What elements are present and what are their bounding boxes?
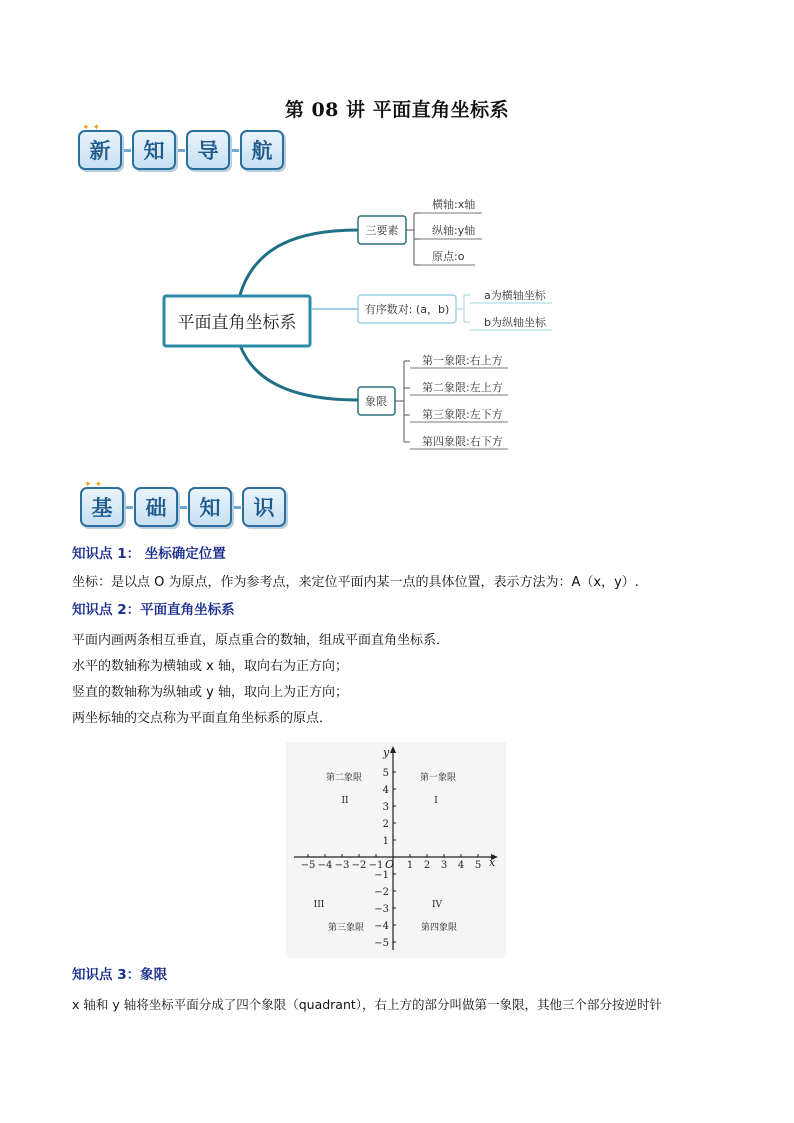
star-icon: ✦ ✦ bbox=[84, 480, 103, 490]
x-tick-label: −5 bbox=[300, 860, 316, 871]
y-tick-label: 4 bbox=[382, 785, 389, 796]
x-tick-label: 1 bbox=[406, 860, 414, 871]
page-title: 第 08 讲 平面直角坐标系 bbox=[284, 99, 510, 121]
leaf-label: 第二象限:左上方 bbox=[422, 381, 503, 394]
leaf-label: a为横轴坐标 bbox=[484, 289, 546, 302]
y-tick-label: 2 bbox=[382, 819, 389, 830]
y-tick-label: 1 bbox=[382, 836, 389, 847]
x-tick-label: −1 bbox=[368, 860, 384, 871]
mind-map bbox=[0, 185, 794, 460]
banner-char-4: 航 bbox=[240, 130, 284, 170]
y-tick-label: −1 bbox=[374, 870, 389, 881]
leaf-label: 第三象限:左下方 bbox=[422, 408, 503, 421]
kp2-line-3: 竖直的数轴称为纵轴或 y 轴，取向上为正方向； bbox=[72, 685, 348, 700]
banner-char-4: 识 bbox=[242, 487, 286, 527]
branch-curve-3 bbox=[240, 345, 358, 400]
coordinate-plane-figure bbox=[286, 742, 506, 958]
x-tick-label: −3 bbox=[334, 860, 350, 871]
banner-link bbox=[125, 506, 133, 509]
y-tick-label: 5 bbox=[382, 768, 389, 779]
quadrant-2-numeral: II bbox=[341, 796, 349, 806]
x-tick-label: 3 bbox=[440, 860, 448, 871]
root-label: 平面直角坐标系 bbox=[177, 313, 297, 333]
x-tick-label: −4 bbox=[317, 860, 333, 871]
x-tick-label: 2 bbox=[423, 860, 431, 871]
y-axis-label: y bbox=[383, 746, 390, 759]
branch-label-2: 有序数对: (a，b) bbox=[364, 303, 450, 316]
banner-link bbox=[231, 149, 239, 152]
kp3-body: x 轴和 y 轴将坐标平面分成了四个象限（quadrant），右上方的部分叫做第一象限，其他三个部分按逆时针 bbox=[72, 997, 663, 1012]
branch-label-3: 象限 bbox=[365, 395, 387, 408]
y-tick-label: 3 bbox=[382, 802, 389, 813]
banner-char-1: ✦ ✦ 新 bbox=[78, 130, 122, 170]
kp3-heading: 知识点 3：象限 bbox=[72, 967, 168, 983]
quadrant-4-numeral: IV bbox=[431, 900, 443, 910]
x-tick-label: 4 bbox=[457, 860, 465, 871]
section-banner-new-knowledge bbox=[78, 123, 284, 170]
quadrant-1-name: 第一象限 bbox=[420, 773, 457, 783]
y-tick-label: −5 bbox=[374, 938, 389, 949]
origin-label: O bbox=[385, 858, 395, 871]
kp2-line-4: 两坐标轴的交点称为平面直角坐标系的原点． bbox=[72, 711, 333, 726]
y-tick-label: −3 bbox=[374, 904, 389, 915]
leaf-label: 纵轴:y轴 bbox=[432, 224, 476, 237]
quadrant-1-numeral: I bbox=[434, 796, 438, 806]
kp2-line-1: 平面内画两条相互垂直，原点重合的数轴，组成平面直角坐标系． bbox=[72, 633, 450, 648]
banner-char-2: 础 bbox=[134, 487, 178, 527]
kp1-heading: 知识点 1： 坐标确定位置 bbox=[72, 546, 226, 562]
branch-connector-1 bbox=[406, 213, 420, 265]
x-tick-label: 5 bbox=[474, 860, 482, 871]
leaf-label: 原点:o bbox=[432, 250, 465, 263]
banner-link bbox=[177, 149, 185, 152]
banner-link bbox=[123, 149, 131, 152]
leaf-label: 第四象限:右下方 bbox=[422, 435, 503, 448]
quadrant-2-name: 第二象限 bbox=[326, 773, 363, 783]
banner-link bbox=[233, 506, 241, 509]
y-tick-label: −4 bbox=[374, 921, 389, 932]
branch-connector-2 bbox=[456, 295, 470, 322]
branch-connector-3 bbox=[395, 361, 410, 442]
banner-char-2: 知 bbox=[132, 130, 176, 170]
x-axis-label: x bbox=[489, 856, 496, 869]
x-tick-label: −2 bbox=[351, 860, 367, 871]
kp2-heading: 知识点 2：平面直角坐标系 bbox=[72, 602, 235, 618]
quadrant-4-name: 第四象限 bbox=[421, 923, 458, 933]
branch-curve-1 bbox=[240, 230, 358, 295]
kp2-line-2: 水平的数轴称为横轴或 x 轴，取向右为正方向； bbox=[72, 659, 348, 674]
star-icon: ✦ ✦ bbox=[82, 123, 101, 133]
quadrant-3-numeral: III bbox=[313, 900, 325, 910]
branch-label-1: 三要素 bbox=[365, 224, 399, 237]
banner-link bbox=[179, 506, 187, 509]
banner-char-1: ✦ ✦ 基 bbox=[80, 487, 124, 527]
banner-char-3: 知 bbox=[188, 487, 232, 527]
section-banner-basic-knowledge bbox=[80, 480, 286, 527]
banner-char-3: 导 bbox=[186, 130, 230, 170]
leaf-label: 横轴:x轴 bbox=[432, 198, 476, 211]
y-tick-label: −2 bbox=[374, 887, 389, 898]
leaf-label: b为纵轴坐标 bbox=[484, 316, 546, 329]
quadrant-3-name: 第三象限 bbox=[328, 923, 365, 933]
kp1-body: 坐标：是以点 O 为原点，作为参考点，来定位平面内某一点的具体位置，表示方法为：A（x，y）. bbox=[72, 575, 639, 590]
leaf-label: 第一象限:右上方 bbox=[422, 354, 503, 367]
figure-background bbox=[286, 742, 506, 958]
